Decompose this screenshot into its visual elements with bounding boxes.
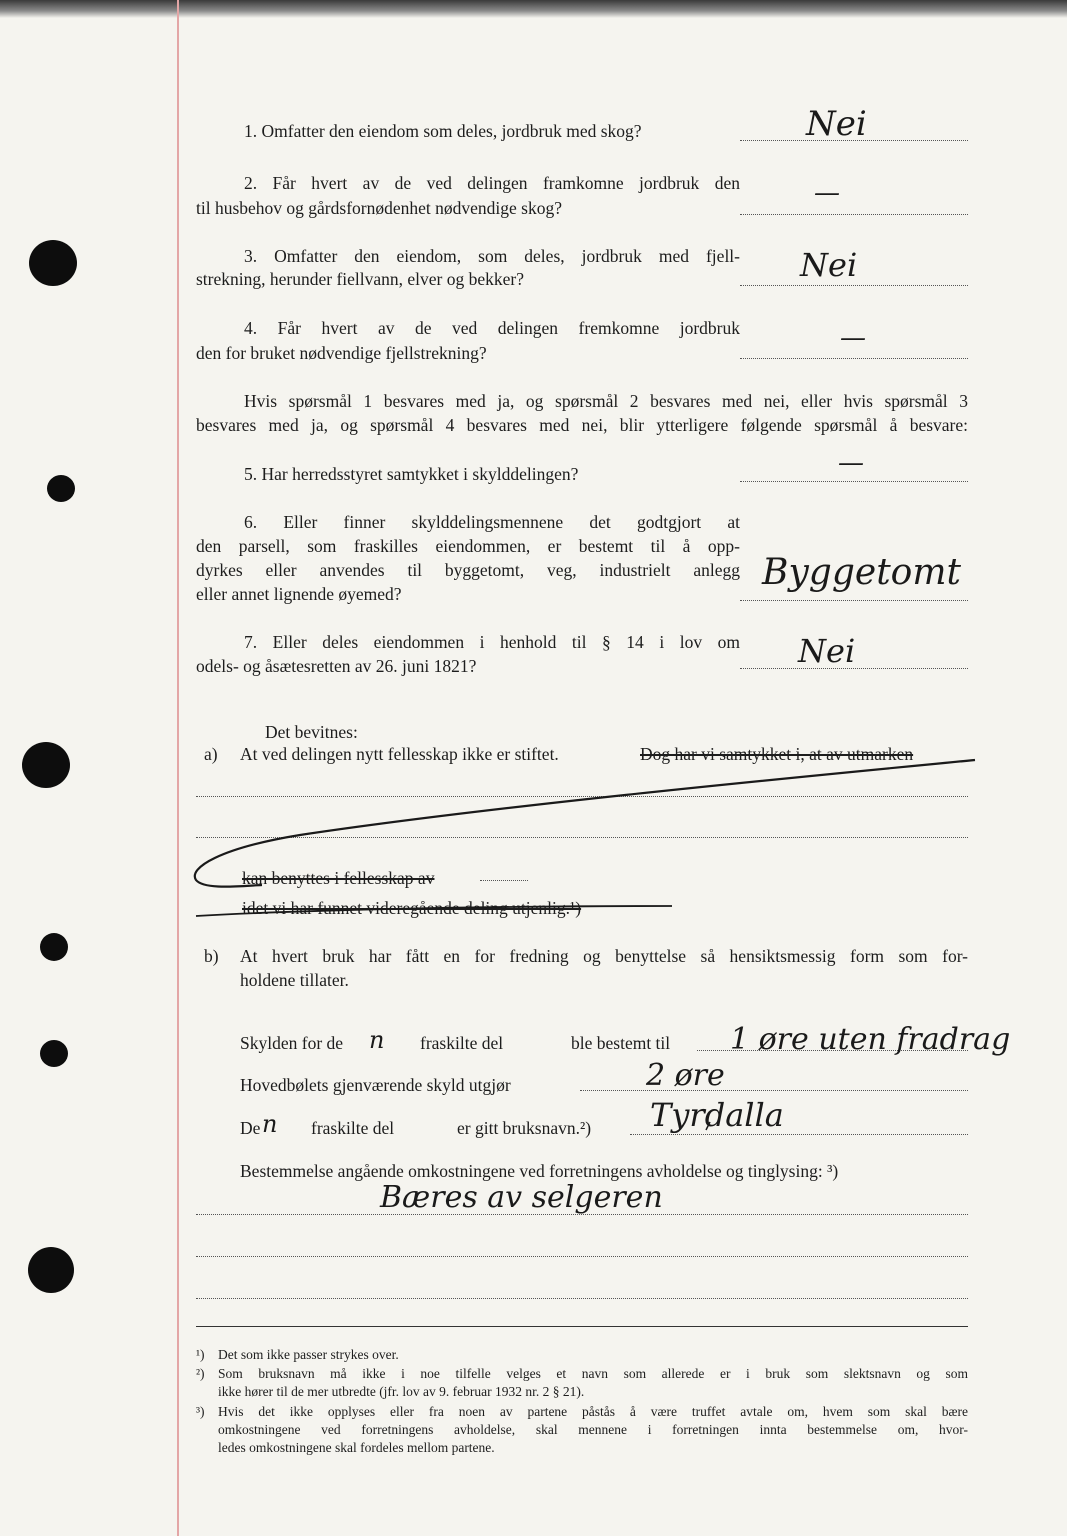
question-5-text: 5. Har herredsstyret samtykket i skylddelingen?: [244, 464, 579, 484]
skyld-label: ble bestemt til: [571, 1033, 671, 1053]
skyld-value: 1 øre uten fradrag: [730, 1022, 1011, 1057]
question-3-text-cont: strekning, herunder fiellvann, elver og bekker?: [196, 269, 524, 289]
question-2-text: 2. Får hvert av de ved delingen framkomne jordbruk den: [244, 173, 740, 193]
footnote-3-text-cont: omkostningene ved forretningens avholdelse, skal mennene i forretningen innta bestemmelse om, hvor-: [218, 1422, 968, 1437]
question-4-text: 4. Får hvert av de ved delingen fremkomne jordbruk: [244, 318, 740, 338]
footnote-2-marker: ²): [196, 1366, 205, 1381]
question-6-answer: Byggetomt: [762, 552, 961, 593]
question-1-text: 1. Omfatter den eiendom som deles, jordbruk med skog?: [244, 121, 642, 141]
footnote-3-text-cont: ledes omkostningene skal fordeles mellom partene.: [218, 1440, 495, 1455]
question-7-text-cont: odels- og åsætesretten av 26. juni 1821?: [196, 656, 477, 676]
attest-a-text: At ved delingen nytt fellesskap ikke er stiftet.: [240, 744, 559, 764]
question-7-text: 7. Eller deles eiendommen i henhold til § 14 i lov om: [244, 632, 740, 652]
question-6-text-cont: den parsell, som fraskilles eiendommen, er bestemt til å opp-: [196, 536, 740, 556]
attest-a-struck-text: Dog har vi samtykket i, at av utmarken: [640, 744, 914, 764]
question-1-answer: Nei: [806, 104, 867, 144]
omkostning-value: Bæres av selgeren: [380, 1180, 663, 1215]
question-3-text: 3. Omfatter den eiendom, som deles, jordbruk med fjell-: [244, 246, 740, 266]
attest-a-struck-text: idet vi har funnet videregående deling utjenlig.¹): [242, 898, 582, 918]
pen-tick-stroke: [706, 1122, 710, 1130]
navn-label: fraskilte del: [311, 1118, 395, 1138]
navn-handwritten-n: n: [262, 1110, 278, 1138]
question-7-answer: Nei: [798, 632, 856, 670]
pen-strike-stroke: [196, 906, 672, 916]
question-4-text-cont: den for bruket nødvendige fjellstrekning?: [196, 343, 487, 363]
question-2-text-cont: til husbehov og gårdsfornødenhet nødvendige skog?: [196, 198, 562, 218]
attest-b-text: At hvert bruk har fått en for fredning og benyttelse så hensiktsmessig form som for-: [240, 946, 968, 966]
hoved-label: Hovedbølets gjenværende skyld utgjør: [240, 1075, 511, 1095]
hoved-value: 2 øre: [646, 1058, 725, 1093]
footnote-2-text-cont: ikke hører til de mer utbredte (jfr. lov av 9. februar 1932 nr. 2 § 21).: [218, 1384, 585, 1399]
attest-a-marker: a): [204, 744, 218, 764]
skyld-handwritten-n: n: [369, 1026, 385, 1054]
attest-b-text-cont: holdene tillater.: [240, 970, 349, 990]
attest-b-marker: b): [204, 946, 219, 966]
footnote-2-text: Som bruksnavn må ikke i noe tilfelle velges et navn som allerede er i bruk som slektsnavn og som: [218, 1366, 968, 1381]
question-4-answer: —: [840, 323, 866, 353]
footnote-1-text: Det som ikke passer strykes over.: [218, 1347, 399, 1362]
omkostning-label: Bestemmelse angående omkostningene ved forretningens avholdelse og tinglysing: ³): [240, 1161, 839, 1181]
question-5-answer: —: [838, 448, 864, 478]
footnote-3-marker: ³): [196, 1404, 205, 1419]
question-6-text: 6. Eller finner skylddelingsmennene det godtgjort at: [244, 512, 740, 532]
question-2-answer: —: [814, 178, 840, 208]
question-6-text-cont: dyrkes eller anvendes til byggetomt, veg, industrielt anlegg: [196, 560, 740, 580]
skyld-label: fraskilte del: [420, 1033, 504, 1053]
skyld-label: Skylden for de: [240, 1033, 344, 1053]
footnote-3-text: Hvis det ikke opplyses eller fra noen av partene påstås å være truffet avtale om, hvem som skal bære: [218, 1404, 968, 1419]
condition-text: Hvis spørsmål 1 besvares med ja, og spørsmål 2 besvares med nei, eller hvis spørsmål 3: [244, 391, 968, 411]
question-6-text-cont: eller annet lignende øyemed?: [196, 584, 402, 604]
question-3-answer: Nei: [800, 246, 858, 284]
attest-a-struck-text: kan benyttes i fellesskap av: [242, 868, 435, 888]
navn-value: Tyrdalla: [650, 1096, 784, 1134]
attest-heading: Det bevitnes:: [265, 722, 358, 742]
condition-text-cont: besvares med ja, og spørsmål 4 besvares med nei, blir ytterligere følgende spørsmål å besvare:: [196, 415, 968, 435]
navn-label: er gitt bruksnavn.²): [457, 1118, 592, 1138]
navn-label: De: [240, 1118, 261, 1138]
pen-strike-stroke: [195, 760, 975, 887]
footnote-1-marker: ¹): [196, 1347, 205, 1362]
